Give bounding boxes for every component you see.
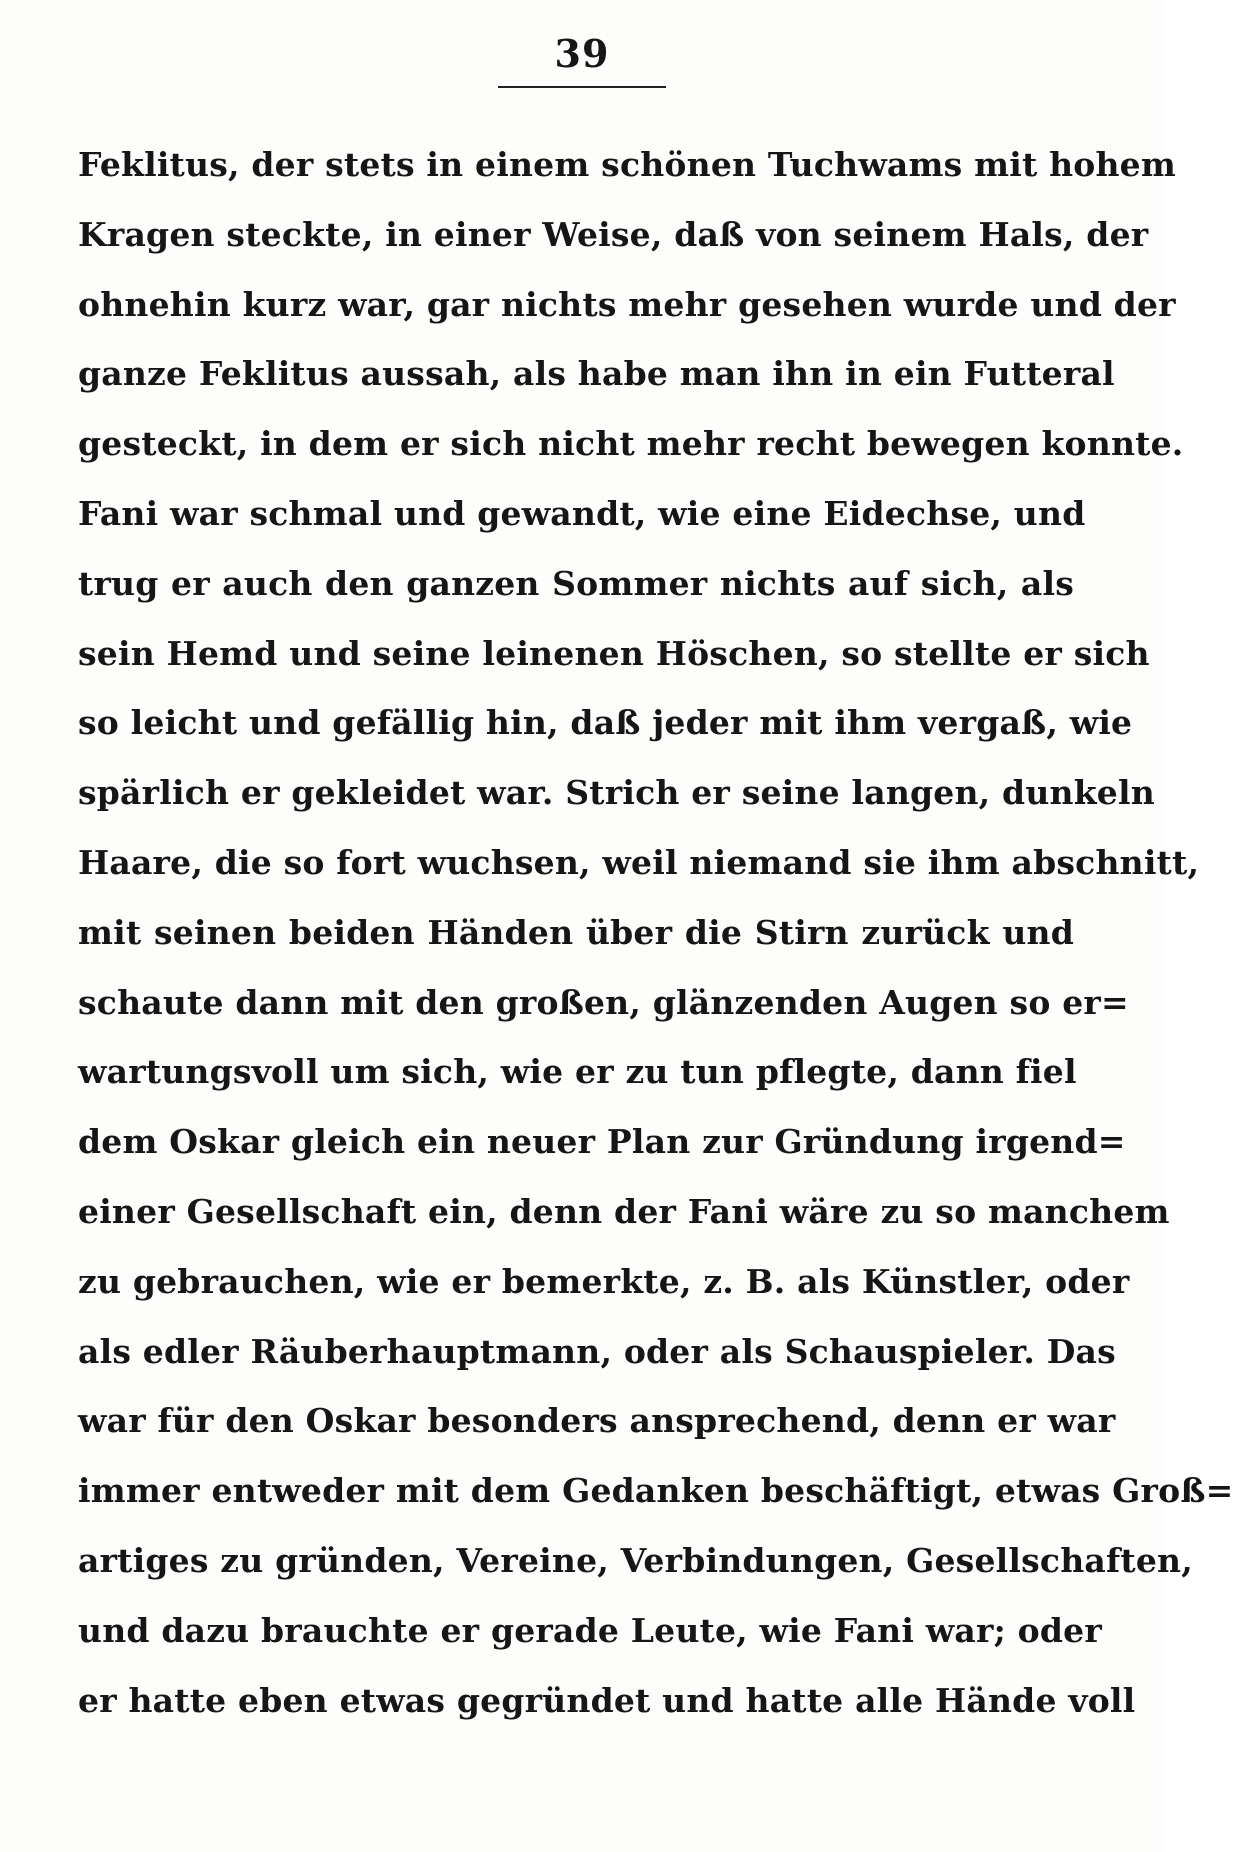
text-line: er hatte eben etwas gegründet und hatte alle Hände voll <box>78 1680 1136 1720</box>
text-line: Kragen steckte, in einer Weise, daß von seinem Hals, der <box>78 214 1149 254</box>
text-line: gesteckt, in dem er sich nicht mehr recht bewegen konnte. <box>78 424 1184 464</box>
text-line: Haare, die so fort wuchsen, weil niemand sie ihm abschnitt, <box>78 842 1200 882</box>
text-line: so leicht und gefällig hin, daß jeder mit ihm vergaß, wie <box>78 703 1133 743</box>
text-line: spärlich er gekleidet war. Strich er seine langen, dunkeln <box>78 773 1155 813</box>
text-line: dem Oskar gleich ein neuer Plan zur Gründung irgend= <box>78 1122 1126 1162</box>
text-line: schaute dann mit den großen, glänzenden Augen so er= <box>78 982 1129 1022</box>
text-line: war für den Oskar besonders ansprechend, denn er war <box>78 1401 1116 1441</box>
text-line: zu gebrauchen, wie er bemerkte, z. B. als Künstler, oder <box>78 1261 1130 1301</box>
text-line: Fani war schmal und gewandt, wie eine Eidechse, und <box>78 493 1086 533</box>
text-line: ganze Feklitus aussah, als habe man ihn in ein Futteral <box>78 354 1115 394</box>
text-line: Feklitus, der stets in einem schönen Tuchwams mit hohem <box>78 145 1176 184</box>
text-line: sein Hemd und seine leinenen Höschen, so stellte er sich <box>78 633 1150 673</box>
text-line: ohnehin kurz war, gar nichts mehr gesehen wurde und der <box>78 284 1176 324</box>
text-line: trug er auch den ganzen Sommer nichts auf sich, als <box>78 563 1074 603</box>
text-line: artiges zu gründen, Vereine, Verbindungen, Gesellschaften, <box>78 1540 1193 1580</box>
text-line: und dazu brauchte er gerade Leute, wie Fani war; oder <box>78 1610 1102 1650</box>
text-line: als edler Räuberhauptmann, oder als Schauspieler. Das <box>78 1331 1116 1371</box>
text-line: mit seinen beiden Händen über die Stirn zurück und <box>78 912 1074 952</box>
page-number: 39 <box>554 31 610 76</box>
text-line: immer entweder mit dem Gedanken beschäftigt, etwas Groß= <box>78 1471 1233 1511</box>
text-line: wartungsvoll um sich, wie er zu tun pflegte, dann fiel <box>78 1052 1077 1092</box>
page-number-rule <box>498 86 666 88</box>
text-line: einer Gesellschaft ein, denn der Fani wäre zu so manchem <box>78 1191 1170 1231</box>
body-text <box>78 130 1233 1735</box>
